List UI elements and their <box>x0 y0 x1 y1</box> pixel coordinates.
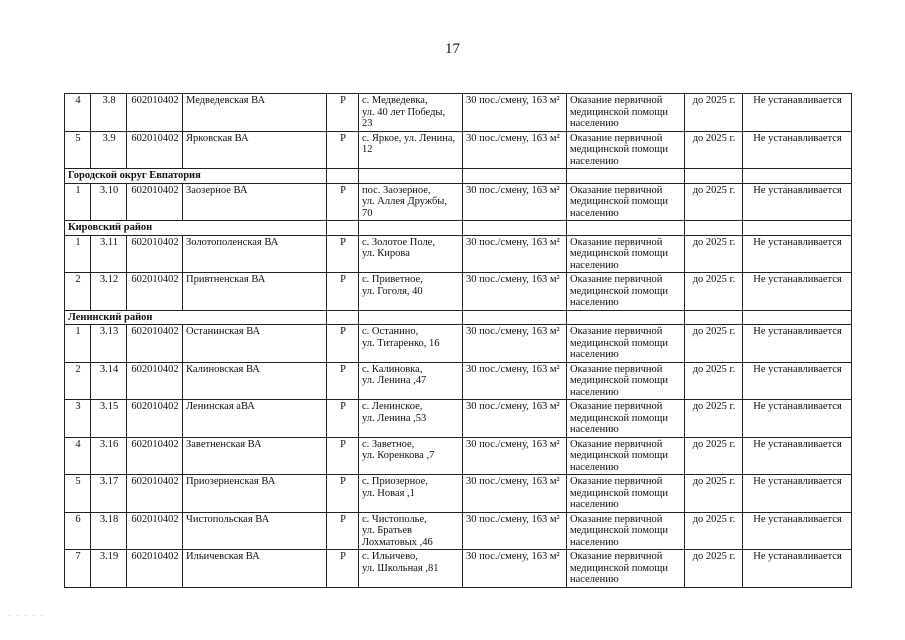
facility-address-line: ул. Титаренко, 16 <box>362 337 440 349</box>
row-okved: 602010402 <box>127 183 183 221</box>
facility-address-line: ул. Аллея Дружбы, <box>362 196 447 207</box>
facility-service-line: населению <box>570 536 619 548</box>
facility-service-line: медицинской помощи <box>570 337 668 349</box>
facility-service-line: населению <box>570 297 619 308</box>
facility-service-line: Оказание первичной <box>570 401 663 412</box>
facility-service-line: населению <box>570 349 619 360</box>
facility-service-line: медицинской помощи <box>570 285 668 297</box>
facility-service-line: Оказание первичной <box>570 476 663 487</box>
facility-address-line: с. Чистополье, <box>362 513 427 525</box>
table-row <box>65 512 852 550</box>
facility-capacity: 30 пос./смену, 163 м² <box>463 400 567 438</box>
facility-service <box>567 400 685 438</box>
row-code: 3.12 <box>91 273 127 311</box>
facility-service-line: Оказание первичной <box>570 274 663 285</box>
facility-service-line: Оказание первичной <box>570 551 663 562</box>
table-row <box>65 475 852 513</box>
facility-address-line: с. Приозерное, <box>362 476 428 487</box>
row-code: 3.17 <box>91 475 127 513</box>
facility-type: Р <box>327 94 359 132</box>
facility-address-line: с. Останино, <box>362 326 419 337</box>
row-number: 1 <box>65 235 91 273</box>
facility-address-line: ул. Школьная ,81 <box>362 562 439 574</box>
facility-capacity: 30 пос./смену, 163 м² <box>463 183 567 221</box>
row-okved: 602010402 <box>127 475 183 513</box>
facility-type: Р <box>327 475 359 513</box>
row-code: 3.19 <box>91 550 127 588</box>
facility-name: Медведевская ВА <box>183 94 327 132</box>
facilities-table <box>64 93 852 588</box>
facility-address <box>359 131 463 169</box>
section-header-row <box>65 221 852 236</box>
facility-type: Р <box>327 131 359 169</box>
facility-service-line: Оказание первичной <box>570 438 663 450</box>
facility-name: Золотополенская ВА <box>183 235 327 273</box>
facility-deadline: до 2025 г. <box>685 550 743 588</box>
section-empty-cell <box>359 169 463 184</box>
facility-status: Не устанавливается <box>743 512 852 550</box>
facility-status: Не устанавливается <box>743 362 852 400</box>
facility-service-line: населению <box>570 207 619 219</box>
row-code: 3.11 <box>91 235 127 273</box>
facility-name: Заозерное ВА <box>183 183 327 221</box>
row-code: 3.15 <box>91 400 127 438</box>
table-row <box>65 131 852 169</box>
facility-address <box>359 94 463 132</box>
row-code: 3.9 <box>91 131 127 169</box>
table-row <box>65 437 852 475</box>
facility-address <box>359 475 463 513</box>
row-okved: 602010402 <box>127 273 183 311</box>
row-number: 3 <box>65 400 91 438</box>
facility-type: Р <box>327 235 359 273</box>
facility-deadline: до 2025 г. <box>685 362 743 400</box>
facility-capacity: 30 пос./смену, 163 м² <box>463 325 567 363</box>
row-code: 3.10 <box>91 183 127 221</box>
row-okved: 602010402 <box>127 325 183 363</box>
facility-address <box>359 183 463 221</box>
facility-address <box>359 362 463 400</box>
facility-address <box>359 550 463 588</box>
facility-service-line: медицинской помощи <box>570 450 668 461</box>
facility-type: Р <box>327 325 359 363</box>
facility-capacity: 30 пос./смену, 163 м² <box>463 235 567 273</box>
section-empty-cell <box>463 310 567 325</box>
facility-service <box>567 183 685 221</box>
facility-service-line: Оказание первичной <box>570 95 663 106</box>
facility-address <box>359 400 463 438</box>
facility-address <box>359 512 463 550</box>
facility-service-line: медицинской помощи <box>570 487 668 499</box>
facility-deadline: до 2025 г. <box>685 94 743 132</box>
row-okved: 602010402 <box>127 437 183 475</box>
facility-capacity: 30 пос./смену, 163 м² <box>463 437 567 475</box>
section-empty-cell <box>463 221 567 236</box>
facility-address-line: ул. Коренкова ,7 <box>362 450 435 461</box>
facility-name: Ленинская аВА <box>183 400 327 438</box>
table-row <box>65 273 852 311</box>
facility-name: Приозерненская ВА <box>183 475 327 513</box>
facility-capacity: 30 пос./смену, 163 м² <box>463 362 567 400</box>
facility-status: Не устанавливается <box>743 235 852 273</box>
section-header-row <box>65 169 852 184</box>
facility-service-line: Оказание первичной <box>570 132 663 144</box>
facility-status: Не устанавливается <box>743 325 852 363</box>
facility-type: Р <box>327 400 359 438</box>
facility-service <box>567 362 685 400</box>
facility-status: Не устанавливается <box>743 437 852 475</box>
facility-address-line: с. Медведевка, <box>362 95 428 106</box>
facility-deadline: до 2025 г. <box>685 437 743 475</box>
table-row <box>65 94 852 132</box>
facility-service-line: медицинской помощи <box>570 248 668 259</box>
facility-service-line: Оказание первичной <box>570 326 663 337</box>
section-title: Городской округ Евпатория <box>65 169 327 184</box>
table-body <box>65 94 852 588</box>
facility-address-line: с. Ильичево, <box>362 551 418 562</box>
facility-address <box>359 235 463 273</box>
facility-address <box>359 437 463 475</box>
facility-service-line: медицинской помощи <box>570 196 668 207</box>
facility-address-line: с. Золотое Поле, <box>362 236 435 248</box>
facility-deadline: до 2025 г. <box>685 400 743 438</box>
row-code: 3.16 <box>91 437 127 475</box>
facility-type: Р <box>327 512 359 550</box>
facility-address-line: с. Калиновка, <box>362 363 423 375</box>
table-row <box>65 325 852 363</box>
facility-address <box>359 273 463 311</box>
facility-deadline: до 2025 г. <box>685 183 743 221</box>
facility-deadline: до 2025 г. <box>685 325 743 363</box>
section-empty-cell <box>743 221 852 236</box>
section-empty-cell <box>685 221 743 236</box>
row-code: 3.8 <box>91 94 127 132</box>
facility-status: Не устанавливается <box>743 550 852 588</box>
section-empty-cell <box>685 310 743 325</box>
facility-service <box>567 512 685 550</box>
facility-address-line: ул. Ленина ,47 <box>362 375 427 386</box>
facility-service-line: медицинской помощи <box>570 375 668 386</box>
facility-name: Привтненская ВА <box>183 273 327 311</box>
facility-address-line: с. Яркое, ул. Ленина, <box>362 132 456 144</box>
facility-name: Ярковская ВА <box>183 131 327 169</box>
row-okved: 602010402 <box>127 131 183 169</box>
facility-type: Р <box>327 437 359 475</box>
facility-deadline: до 2025 г. <box>685 235 743 273</box>
facility-name: Останинская ВА <box>183 325 327 363</box>
facility-service-line: населению <box>570 118 619 129</box>
row-number: 2 <box>65 273 91 311</box>
section-empty-cell <box>743 310 852 325</box>
facility-service <box>567 437 685 475</box>
facility-deadline: до 2025 г. <box>685 273 743 311</box>
facility-service-line: населению <box>570 461 619 473</box>
table-row <box>65 550 852 588</box>
facility-address-line: Лохматовых ,46 <box>362 536 433 548</box>
facility-service <box>567 273 685 311</box>
row-okved: 602010402 <box>127 94 183 132</box>
section-title: Кировский район <box>65 221 327 236</box>
row-number: 7 <box>65 550 91 588</box>
table-row <box>65 235 852 273</box>
facility-address-line: ул. Кирова <box>362 248 410 259</box>
facility-name: Чистопольская ВА <box>183 512 327 550</box>
facility-type: Р <box>327 550 359 588</box>
facility-address-line: с. Ленинское, <box>362 401 423 412</box>
facility-address-line: ул. Гоголя, 40 <box>362 285 423 297</box>
facility-service <box>567 131 685 169</box>
section-empty-cell <box>327 169 359 184</box>
facility-status: Не устанавливается <box>743 94 852 132</box>
facility-service <box>567 94 685 132</box>
section-empty-cell <box>327 221 359 236</box>
facility-name: Заветненская ВА <box>183 437 327 475</box>
row-code: 3.14 <box>91 362 127 400</box>
row-number: 4 <box>65 437 91 475</box>
facility-deadline: до 2025 г. <box>685 131 743 169</box>
facility-service-line: Оказание первичной <box>570 513 663 525</box>
facility-name: Ильичевская ВА <box>183 550 327 588</box>
facility-address-line: ул. 40 лет Победы, <box>362 106 446 118</box>
facility-address-line: 70 <box>362 207 373 219</box>
facility-service <box>567 235 685 273</box>
row-number: 5 <box>65 131 91 169</box>
row-okved: 602010402 <box>127 512 183 550</box>
facility-status: Не устанавливается <box>743 475 852 513</box>
facility-service-line: населению <box>570 424 619 435</box>
facility-service-line: населению <box>570 386 619 398</box>
facility-deadline: до 2025 г. <box>685 512 743 550</box>
section-empty-cell <box>359 310 463 325</box>
facility-type: Р <box>327 362 359 400</box>
facility-capacity: 30 пос./смену, 163 м² <box>463 94 567 132</box>
facility-service <box>567 325 685 363</box>
facility-address <box>359 325 463 363</box>
facility-address-line: с. Заветное, <box>362 438 415 450</box>
facility-status: Не устанавливается <box>743 273 852 311</box>
section-empty-cell <box>359 221 463 236</box>
facility-address-line: 12 <box>362 144 373 155</box>
facility-status: Не устанавливается <box>743 131 852 169</box>
section-empty-cell <box>463 169 567 184</box>
facility-address-line: ул. Ленина ,53 <box>362 412 427 424</box>
facility-service-line: Оказание первичной <box>570 363 663 375</box>
row-okved: 602010402 <box>127 550 183 588</box>
row-number: 2 <box>65 362 91 400</box>
row-number: 1 <box>65 183 91 221</box>
facility-status: Не устанавливается <box>743 183 852 221</box>
table-row <box>65 362 852 400</box>
row-number: 6 <box>65 512 91 550</box>
section-title: Ленинский район <box>65 310 327 325</box>
section-empty-cell <box>567 310 685 325</box>
facility-service <box>567 550 685 588</box>
facility-service-line: медицинской помощи <box>570 106 668 118</box>
section-header-row <box>65 310 852 325</box>
facility-capacity: 30 пос./смену, 163 м² <box>463 475 567 513</box>
facility-address-line: с. Приветное, <box>362 274 423 285</box>
table-row <box>65 183 852 221</box>
facility-address-line: пос. Заозерное, <box>362 184 431 196</box>
scan-artifact: · · · · · <box>8 612 45 620</box>
page-number: 17 <box>445 41 460 57</box>
facility-type: Р <box>327 273 359 311</box>
facility-service-line: Оказание первичной <box>570 184 663 196</box>
facility-capacity: 30 пос./смену, 163 м² <box>463 273 567 311</box>
facility-type: Р <box>327 183 359 221</box>
row-okved: 602010402 <box>127 235 183 273</box>
section-empty-cell <box>685 169 743 184</box>
facility-address-line: ул. Братьев <box>362 525 412 536</box>
facility-service-line: населению <box>570 259 619 271</box>
facility-service-line: медицинской помощи <box>570 144 668 155</box>
table-row <box>65 400 852 438</box>
section-empty-cell <box>743 169 852 184</box>
row-okved: 602010402 <box>127 362 183 400</box>
facility-service-line: Оказание первичной <box>570 236 663 248</box>
facility-deadline: до 2025 г. <box>685 475 743 513</box>
facility-service-line: населению <box>570 499 619 510</box>
facility-name: Калиновская ВА <box>183 362 327 400</box>
section-empty-cell <box>567 221 685 236</box>
row-number: 4 <box>65 94 91 132</box>
row-code: 3.13 <box>91 325 127 363</box>
section-empty-cell <box>567 169 685 184</box>
facility-address-line: ул. Новая ,1 <box>362 487 415 499</box>
facility-address-line: 23 <box>362 118 373 129</box>
facility-capacity: 30 пос./смену, 163 м² <box>463 131 567 169</box>
row-code: 3.18 <box>91 512 127 550</box>
facility-service <box>567 475 685 513</box>
row-number: 5 <box>65 475 91 513</box>
facility-capacity: 30 пос./смену, 163 м² <box>463 512 567 550</box>
facility-status: Не устанавливается <box>743 400 852 438</box>
facility-capacity: 30 пос./смену, 163 м² <box>463 550 567 588</box>
facility-service-line: населению <box>570 574 619 585</box>
facility-service-line: населению <box>570 155 619 167</box>
facility-service-line: медицинской помощи <box>570 412 668 424</box>
facility-service-line: медицинской помощи <box>570 525 668 536</box>
facility-service-line: медицинской помощи <box>570 562 668 574</box>
section-empty-cell <box>327 310 359 325</box>
row-okved: 602010402 <box>127 400 183 438</box>
row-number: 1 <box>65 325 91 363</box>
